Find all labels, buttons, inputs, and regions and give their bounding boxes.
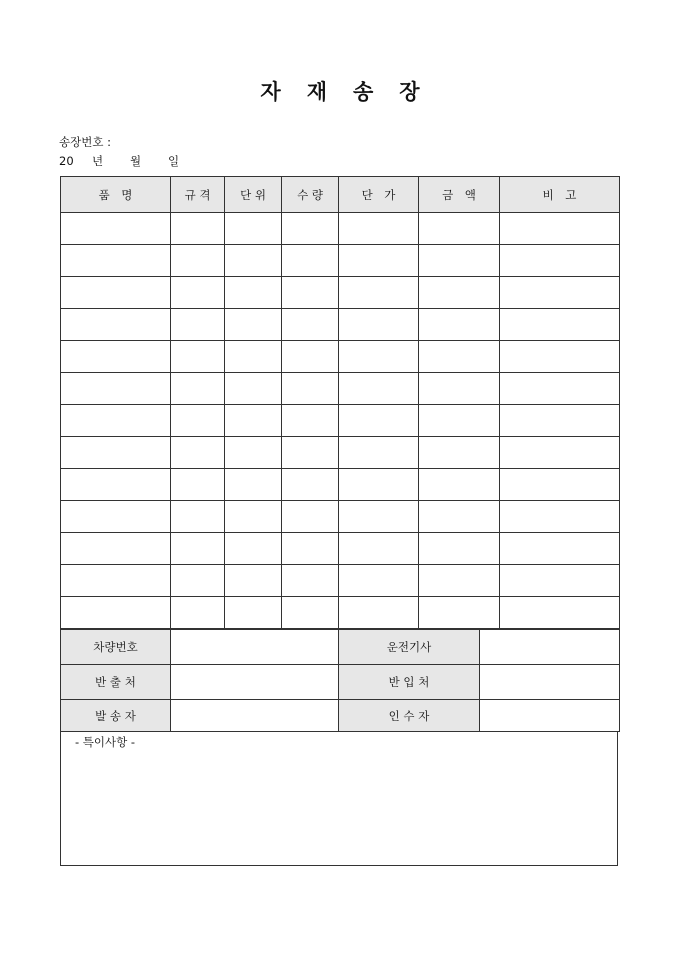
vehicle-number-field[interactable] [171, 630, 339, 665]
unit-price-cell[interactable] [339, 309, 419, 341]
item-name-cell[interactable] [61, 565, 171, 597]
unit-price-cell[interactable] [339, 405, 419, 437]
spec-cell[interactable] [171, 597, 225, 629]
spec-cell[interactable] [171, 533, 225, 565]
unit-cell[interactable] [225, 341, 282, 373]
remarks-cell[interactable] [500, 245, 620, 277]
table-row [61, 373, 620, 405]
table-row [61, 213, 620, 245]
unit-cell[interactable] [225, 565, 282, 597]
quantity-cell[interactable] [282, 405, 339, 437]
special-notes-label: - 특이사항 - [75, 735, 136, 749]
unit-cell[interactable] [225, 309, 282, 341]
amount-cell[interactable] [419, 405, 500, 437]
quantity-cell[interactable] [282, 565, 339, 597]
table-row [61, 277, 620, 309]
document-title [0, 76, 680, 106]
quantity-cell[interactable] [282, 341, 339, 373]
ship-from-label: 반 출 처 [61, 665, 171, 700]
quantity-cell[interactable] [282, 373, 339, 405]
spec-cell[interactable] [171, 405, 225, 437]
unit-cell[interactable] [225, 469, 282, 501]
item-name-cell[interactable] [61, 341, 171, 373]
amount-cell[interactable] [419, 533, 500, 565]
table-row [61, 597, 620, 629]
items-table [60, 176, 620, 629]
remarks-cell[interactable] [500, 501, 620, 533]
table-row [61, 469, 620, 501]
quantity-cell[interactable] [282, 501, 339, 533]
title-char: 자 [260, 79, 281, 104]
header-unit-price: 단 가 [339, 177, 419, 213]
sender-label: 발 송 자 [61, 700, 171, 732]
title-char: 재 [306, 79, 327, 104]
ship-to-label: 반 입 처 [339, 665, 480, 700]
item-name-cell[interactable] [61, 309, 171, 341]
spec-cell[interactable] [171, 469, 225, 501]
title-char: 장 [399, 79, 420, 104]
shipping-info-table [60, 629, 620, 732]
table-row [61, 501, 620, 533]
unit-cell[interactable] [225, 501, 282, 533]
amount-cell[interactable] [419, 245, 500, 277]
date-year-unit: 년 [92, 154, 104, 168]
remarks-cell[interactable] [500, 341, 620, 373]
item-name-cell[interactable] [61, 437, 171, 469]
unit-price-cell[interactable] [339, 597, 419, 629]
amount-cell[interactable] [419, 597, 500, 629]
spec-cell[interactable] [171, 341, 225, 373]
unit-cell[interactable] [225, 533, 282, 565]
item-name-cell[interactable] [61, 533, 171, 565]
amount-cell[interactable] [419, 437, 500, 469]
remarks-cell[interactable] [500, 373, 620, 405]
unit-cell[interactable] [225, 437, 282, 469]
remarks-cell[interactable] [500, 213, 620, 245]
unit-price-cell[interactable] [339, 469, 419, 501]
table-row [61, 245, 620, 277]
vehicle-number-label: 차량번호 [61, 630, 171, 665]
table-row [61, 405, 620, 437]
ship-from-field[interactable] [171, 665, 339, 700]
quantity-cell[interactable] [282, 437, 339, 469]
amount-cell[interactable] [419, 341, 500, 373]
driver-field[interactable] [480, 630, 620, 665]
spec-cell[interactable] [171, 373, 225, 405]
amount-cell[interactable] [419, 565, 500, 597]
item-name-cell[interactable] [61, 373, 171, 405]
item-name-cell[interactable] [61, 469, 171, 501]
date-year: 20 [59, 154, 74, 168]
amount-cell[interactable] [419, 213, 500, 245]
date-day-unit: 일 [168, 154, 180, 168]
header-amount: 금 액 [419, 177, 500, 213]
header-item-name: 품 명 [61, 177, 171, 213]
spec-cell[interactable] [171, 565, 225, 597]
quantity-cell[interactable] [282, 245, 339, 277]
remarks-cell[interactable] [500, 309, 620, 341]
table-row [61, 533, 620, 565]
table-header-row [61, 177, 620, 213]
vehicle-row [61, 630, 620, 665]
spec-cell[interactable] [171, 309, 225, 341]
unit-price-cell[interactable] [339, 277, 419, 309]
quantity-cell[interactable] [282, 469, 339, 501]
driver-label: 운전기사 [339, 630, 480, 665]
remarks-cell[interactable] [500, 405, 620, 437]
special-notes-box[interactable] [60, 732, 618, 866]
unit-price-cell[interactable] [339, 501, 419, 533]
spec-cell[interactable] [171, 277, 225, 309]
unit-price-cell[interactable] [339, 245, 419, 277]
ship-to-field[interactable] [480, 665, 620, 700]
table-row [61, 341, 620, 373]
sender-row [61, 700, 620, 732]
amount-cell[interactable] [419, 277, 500, 309]
amount-cell[interactable] [419, 373, 500, 405]
table-row [61, 437, 620, 469]
title-char: 송 [353, 79, 374, 104]
receiver-label: 인 수 자 [339, 700, 480, 732]
amount-cell[interactable] [419, 309, 500, 341]
unit-cell[interactable] [225, 597, 282, 629]
item-name-cell[interactable] [61, 213, 171, 245]
header-remarks: 비 고 [500, 177, 620, 213]
header-quantity: 수 량 [282, 177, 339, 213]
unit-price-cell[interactable] [339, 213, 419, 245]
amount-cell[interactable] [419, 501, 500, 533]
spec-cell[interactable] [171, 213, 225, 245]
amount-cell[interactable] [419, 469, 500, 501]
remarks-cell[interactable] [500, 533, 620, 565]
item-name-cell[interactable] [61, 277, 171, 309]
date-line [59, 153, 179, 169]
header-spec: 규 격 [171, 177, 225, 213]
spec-cell[interactable] [171, 437, 225, 469]
item-name-cell[interactable] [61, 245, 171, 277]
unit-price-cell[interactable] [339, 533, 419, 565]
invoice-number-label: 송장번호 : [59, 135, 111, 149]
origin-row [61, 665, 620, 700]
header-unit: 단 위 [225, 177, 282, 213]
quantity-cell[interactable] [282, 309, 339, 341]
spec-cell[interactable] [171, 501, 225, 533]
unit-cell[interactable] [225, 405, 282, 437]
remarks-cell[interactable] [500, 469, 620, 501]
date-month-unit: 월 [130, 154, 142, 168]
quantity-cell[interactable] [282, 277, 339, 309]
unit-cell[interactable] [225, 373, 282, 405]
remarks-cell[interactable] [500, 597, 620, 629]
table-row [61, 565, 620, 597]
item-name-cell[interactable] [61, 597, 171, 629]
quantity-cell[interactable] [282, 597, 339, 629]
unit-price-cell[interactable] [339, 373, 419, 405]
receiver-field[interactable] [480, 700, 620, 732]
item-name-cell[interactable] [61, 501, 171, 533]
unit-cell[interactable] [225, 213, 282, 245]
quantity-cell[interactable] [282, 533, 339, 565]
spec-cell[interactable] [171, 245, 225, 277]
sender-field[interactable] [171, 700, 339, 732]
remarks-cell[interactable] [500, 277, 620, 309]
unit-cell[interactable] [225, 277, 282, 309]
unit-cell[interactable] [225, 245, 282, 277]
remarks-cell[interactable] [500, 437, 620, 469]
table-row [61, 309, 620, 341]
unit-price-cell[interactable] [339, 437, 419, 469]
item-name-cell[interactable] [61, 405, 171, 437]
unit-price-cell[interactable] [339, 565, 419, 597]
quantity-cell[interactable] [282, 213, 339, 245]
unit-price-cell[interactable] [339, 341, 419, 373]
remarks-cell[interactable] [500, 565, 620, 597]
